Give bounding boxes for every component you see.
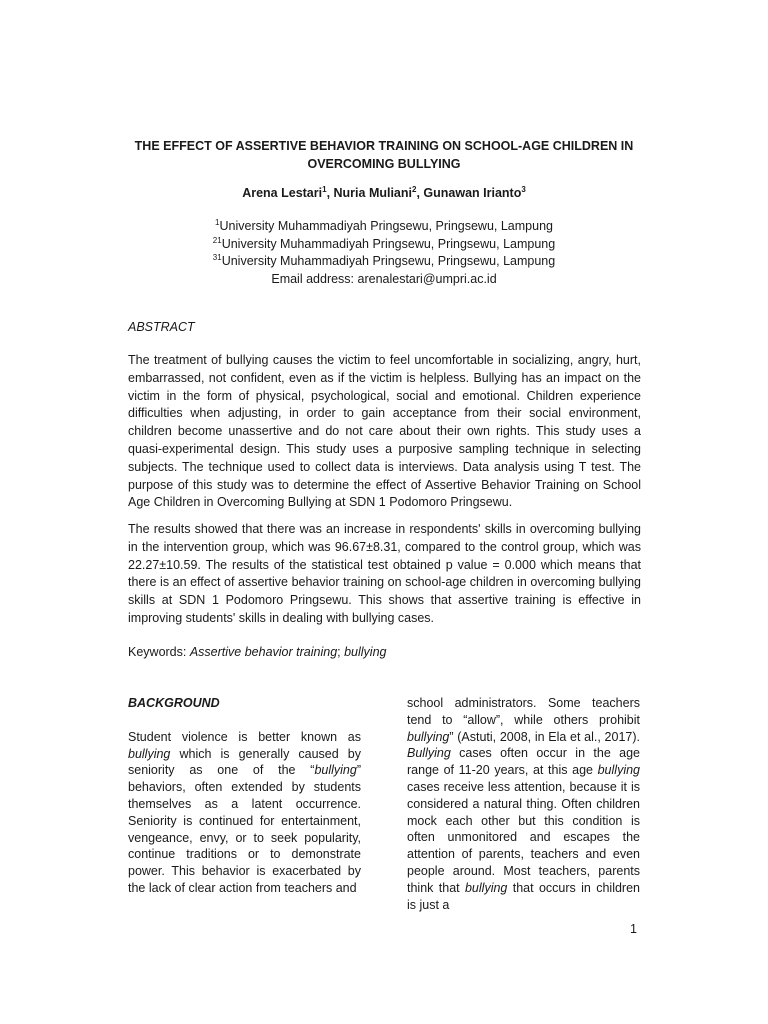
affiliation-line: $^{21}$University Muhammadiyah Pringsewu, Pringsewu, Lampung [212, 235, 556, 251]
abstract-paragraph: The results showed that there was an increase in respondents' skills in overcoming bullying in the intervention group, which was 96.67±8.31, compared to the control group, which was 22.27±10.59. The results of the statistical test obtained p value = 0.000 which means that there is an effect of assertive behavior training on school-age children in overcoming bullying skills at SDN 1 Podomoro Pringsewu. This shows that assertive training is effective in improving students' skills in dealing with bullying cases. [128, 522, 641, 625]
right-column [407, 695, 640, 913]
left-column [128, 695, 361, 897]
abstract-heading: ABSTRACT [128, 320, 195, 334]
keywords: Keywords: Assertive behavior training; bullying [128, 645, 387, 659]
abstract-paragraph: The treatment of bullying causes the victim to feel uncomfortable in socializing, angry, hurt, embarrassed, not confident, even as if the victim is helpless. Bullying has an impact on the victim in the form of physical, psychological, social and emotional. Children experience difficulties when adjusting, in order to gain acceptance from their social environment, children become unassertive and do not care about their own rights. This study uses a quasi-experimental design. This study uses a purposive sampling technique in selecting subjects. The technique used to collect data is interviews. Data analysis using T test. The purpose of this study was to determine the effect of Assertive Behavior Training on School Age Children in Overcoming Bullying at SDN 1 Podomoro Pringsewu. [128, 353, 641, 510]
author-affiliation-mark: 3 [521, 184, 526, 194]
page-number: 1 [630, 922, 637, 936]
email-address: Email address: arenalestari@umpri.ac.id [271, 271, 497, 286]
author-name: Arena Lestari [242, 186, 323, 200]
author-affiliation-mark: 2 [412, 184, 417, 194]
affiliation-block [110, 218, 658, 288]
affiliation-line: $^{31}$University Muhammadiyah Pringsewu, Pringsewu, Lampung [212, 252, 556, 268]
background-heading: BACKGROUND [128, 696, 220, 710]
author-name: Nuria Muliani [333, 186, 412, 200]
background-paragraph: Student violence is better known as bullying which is generally caused by seniority as one of the “bullying” behaviors, often extended by students themselves as a latent occurrence. Seniority is continued for entertainment, vengeance, envy, or to seek popularity, continue traditions or to demonstrate power. This behavior is exacerbated by the lack of clear action from teachers and [128, 729, 361, 895]
author-name: Gunawan Irianto [423, 186, 522, 200]
background-paragraph-continued: school administrators. Some teachers tend to “allow”, while others prohibit bullying” (Astuti, 2008, in Ela et al., 2017). Bullying cases often occur in the age range of 11-20 years, at this age bullying cases receive less attention, because it is considered a natural thing. Often children mock each other but this condition is often unmonitored and escapes the attention of parents, teachers and even people around. Most teachers, parents think that bullying that occurs in children is just a [407, 696, 640, 912]
affiliation-line: $^1$University Muhammadiyah Pringsewu, Pringsewu, Lampung [215, 217, 553, 233]
paper-title: THE EFFECT OF ASSERTIVE BEHAVIOR TRAINING ON SCHOOL-AGE CHILDREN IN OVERCOMING BULLYING [134, 139, 634, 171]
author-list: Arena Lestari$^1$, Nuria Muliani$^2$, Gunawan Irianto$^3$ [242, 184, 526, 200]
author-affiliation-mark: 1 [322, 184, 327, 194]
